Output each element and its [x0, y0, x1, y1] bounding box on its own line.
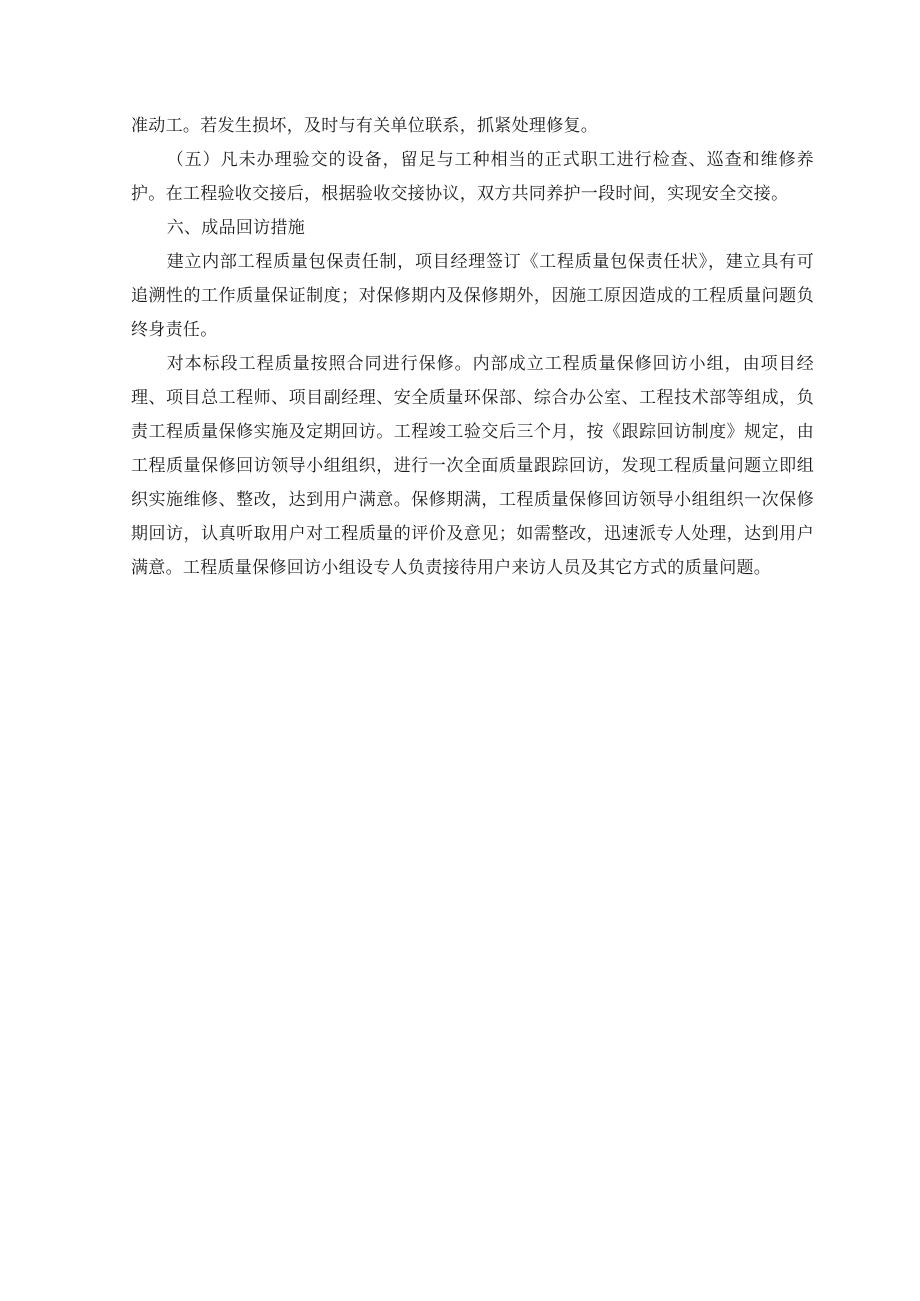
paragraph-continuation: 准动工。若发生损坏，及时与有关单位联系，抓紧处理修复。 — [131, 116, 599, 136]
document-body — [131, 109, 814, 585]
paragraph-item-five: （五）凡未办理验交的设备，留足与工种相当的正式职工进行检查、巡查和维修养护。在工程验收交接后，根据验收交接协议，双方共同养护一段时间，实现安全交接。 — [131, 150, 814, 204]
section-heading-six: 六、成品回访措施 — [166, 218, 306, 238]
paragraph-warranty: 对本标段工程质量按照合同进行保修。内部成立工程质量保修回访小组，由项目经理、项目总工程师、项目副经理、安全质量环保部、综合办公室、工程技术部等组成，负责工程质量保修实施及定期回访。工程竣工验交后三个月，按《跟踪回访制度》规定，由工程质量保修回访领导小组组织，进行一次全面质量跟踪回访，发现工程质量问题立即组织实施维修、整改，达到用户满意。保修期满，工程质量保修回访领导小组组织一次保修期回访，认真听取用户对工程质量的评价及意见；如需整改，迅速派专人处理，达到用户满意。工程质量保修回访小组设专人负责接待用户来访人员及其它方式的质量问题。 — [131, 354, 814, 578]
paragraph-responsibility: 建立内部工程质量包保责任制，项目经理签订《工程质量包保责任状》，建立具有可追溯性的工作质量保证制度；对保修期内及保修期外，因施工原因造成的工程质量问题负终身责任。 — [131, 252, 814, 340]
